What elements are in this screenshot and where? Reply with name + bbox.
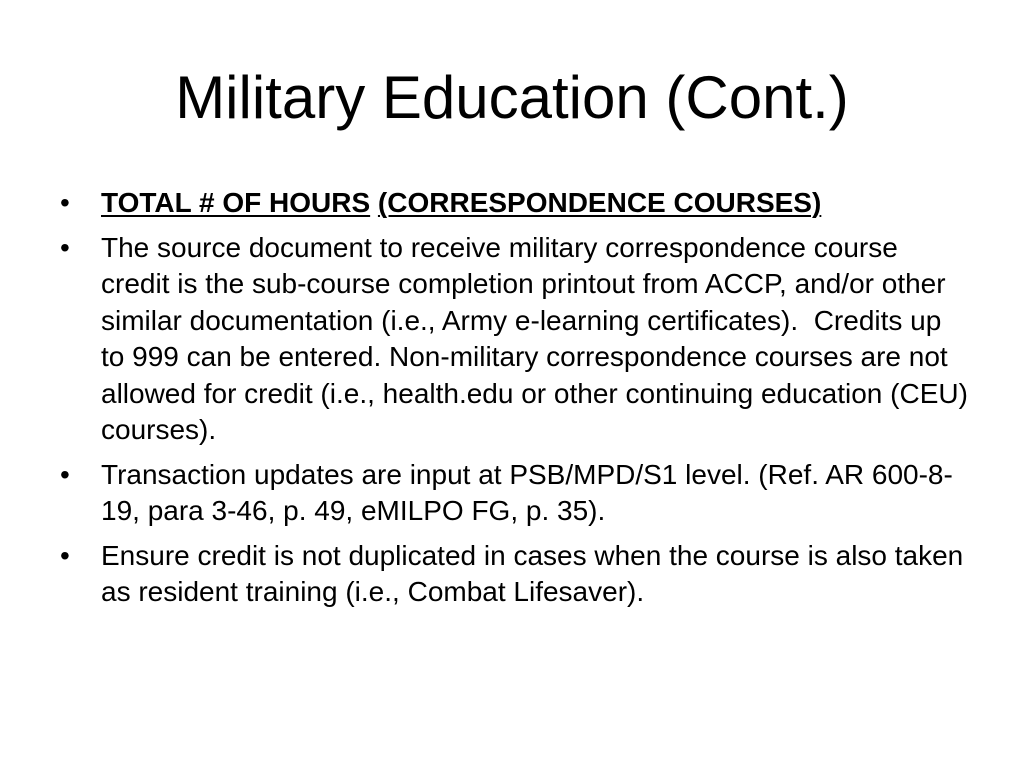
slide-title: Military Education (Cont.) xyxy=(175,64,849,131)
bullet-marker: • xyxy=(60,187,70,218)
bullet-item-hours-heading xyxy=(60,185,970,222)
correspondence-courses-heading: (CORRESPONDENCE COURSES) xyxy=(377,187,822,218)
bullet-marker: • xyxy=(60,458,70,490)
bullet-text: Ensure credit is not duplicated in cases when the course is also taken as resident training (i.e., Combat Lifesaver). xyxy=(101,539,964,607)
bullet-item-source-document xyxy=(60,230,976,449)
bullet-text: The source document to receive military correspondence course credit is the sub-course completion printout from ACCP, and/or other similar documentation (i.e., Army e-learning certificates). Credits up to 999 can be entered. Non-military correspondence courses are not allowed for credit (i.e., health.edu or other continuing education (CEU) courses). xyxy=(101,231,976,445)
bullet-item-transaction-updates xyxy=(60,457,970,530)
bullet-marker: • xyxy=(60,539,70,571)
bullet-marker: • xyxy=(60,231,70,263)
bullet-text: Transaction updates are input at PSB/MPD/S1 level. (Ref. AR 600-8-19, para 3-46, p. 49, eMILPO FG, p. 35). xyxy=(101,458,953,526)
bullet-item-ensure-credit xyxy=(60,538,970,611)
bullet-list xyxy=(60,185,976,619)
hours-heading: TOTAL # OF HOURS xyxy=(101,187,371,218)
